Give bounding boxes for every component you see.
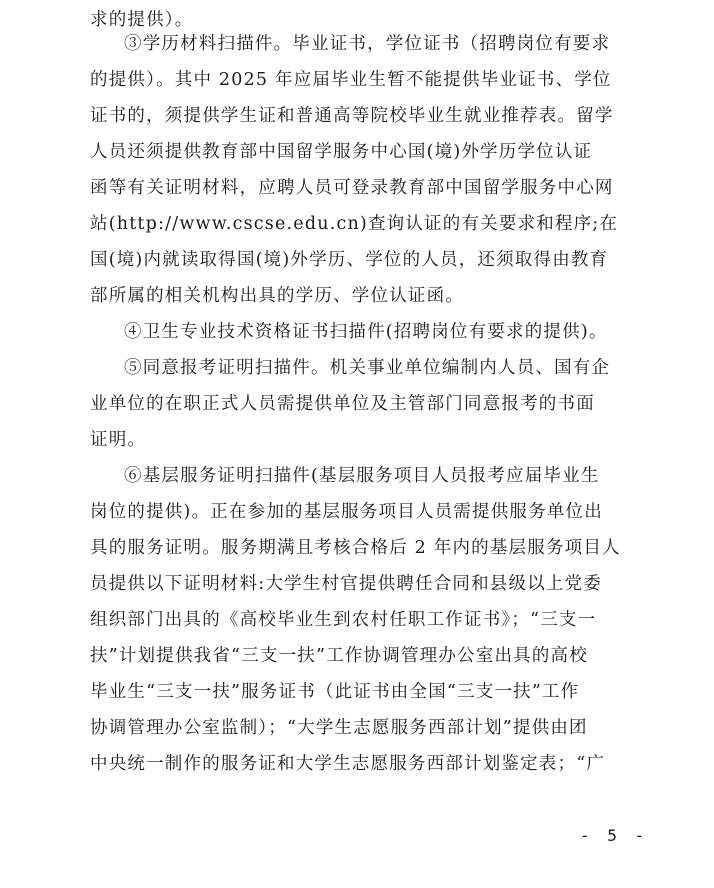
text-line-21: 协调管理办公室监制）；“大学生志愿服务西部计划”提供由团	[90, 718, 588, 738]
text-line-15: 岗位的提供)。正在参加的基层服务项目人员需提供服务单位出	[90, 502, 603, 522]
text-line-1: 求的提供）。	[90, 10, 194, 30]
text-line-14: ⑥基层服务证明扫描件(基层服务项目人员报考应届毕业生	[124, 466, 600, 486]
text-line-11: ⑤同意报考证明扫描件。机关事业单位编制内人员、国有企	[124, 358, 611, 378]
text-line-17: 员提供以下证明材料:大学生村官提供聘任合同和县级以上党委	[90, 574, 602, 594]
text-line-5: 人员还须提供教育部中国留学服务中心国(境)外学历学位认证	[90, 142, 593, 162]
text-line-20: 毕业生“三支一扶”服务证书（此证书由全国“三支一扶”工作	[90, 682, 580, 702]
text-line-16: 具的服务证明。服务期满且考核合格后 2 年内的基层服务项目人	[90, 538, 621, 558]
text-line-18: 组织部门出具的《高校毕业生到农村任职工作证书》；“三支一	[90, 610, 597, 630]
text-line-22: 中央统一制作的服务证和大学生志愿服务西部计划鉴定表；“广	[90, 754, 606, 774]
text-line-13: 证明。	[90, 430, 147, 450]
text-line-4: 证书的，须提供学生证和普通高等院校毕业生就业推荐表。留学	[90, 106, 614, 126]
text-line-3: 的提供）。其中 2025 年应届毕业生暂不能提供毕业证书、学位	[90, 70, 612, 90]
text-line-10: ④卫生专业技术资格证书扫描件(招聘岗位有要求的提供)。	[124, 322, 608, 342]
text-line-8: 国(境)内就读取得国(境)外学历、学位的人员，还须取得由教育	[90, 250, 609, 270]
text-line-6: 函等有关证明材料，应聘人员可登录教育部中国留学服务中心网	[90, 178, 614, 198]
text-line-2: ③学历材料扫描件。毕业证书，学位证书（招聘岗位有要求	[124, 34, 611, 54]
text-line-12: 业单位的在职正式人员需提供单位及主管部门同意报考的书面	[90, 394, 595, 414]
text-line-9: 部所属的相关机构出具的学历、学位认证函。	[90, 286, 464, 306]
text-line-7: 站(http://www.cscse.edu.cn)查询认证的有关要求和程序;在	[90, 214, 619, 234]
text-line-19: 扶”计划提供我省“三支一扶”工作协调管理办公室出具的高校	[90, 646, 588, 666]
page-number: - 5 -	[580, 826, 649, 845]
